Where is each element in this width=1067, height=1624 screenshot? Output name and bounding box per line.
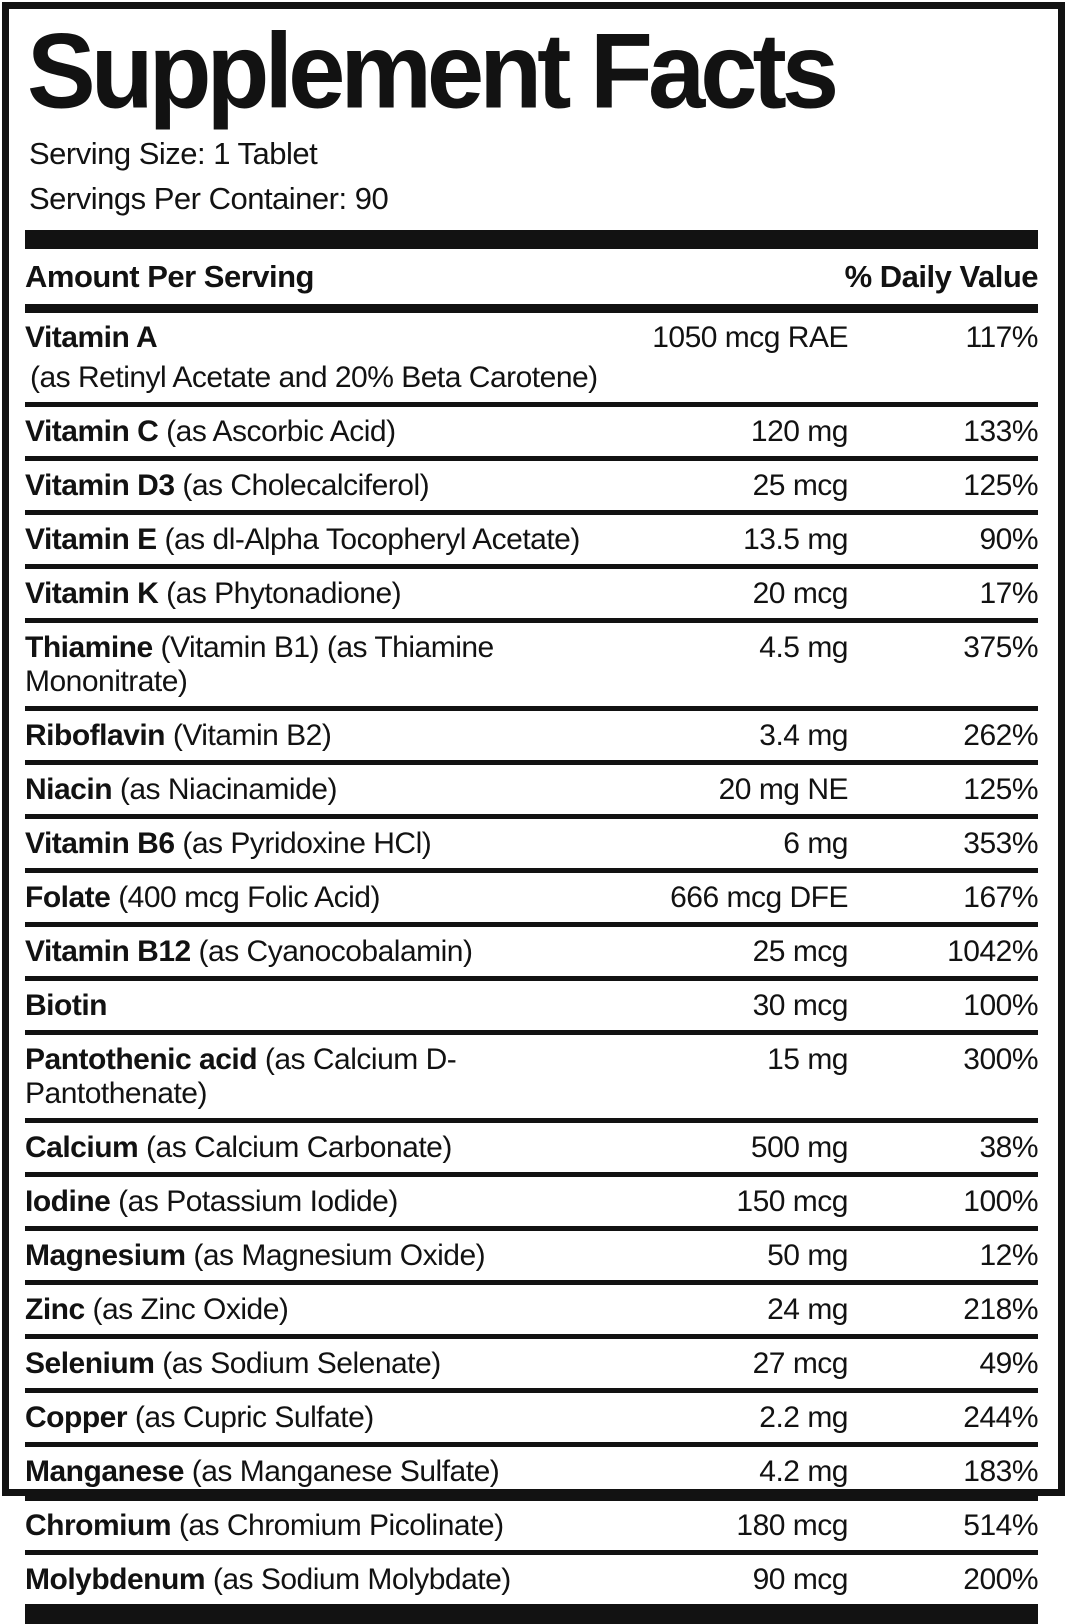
nutrient-source: (as Niacinamide) (112, 773, 337, 807)
serving-size: Serving Size: 1 Tablet (29, 136, 318, 172)
nutrient-amount: 500 mg (750, 1131, 848, 1165)
nutrient-amount: 50 mg (767, 1239, 848, 1273)
nutrient-amount: 90 mcg (752, 1563, 848, 1597)
nutrient-amount: 180 mcg (736, 1509, 848, 1543)
nutrient-name-cell (25, 1563, 613, 1597)
nutrient-daily-value: 200% (963, 1563, 1038, 1597)
nutrient-name-cell (25, 1043, 613, 1111)
nutrient-daily-value: 133% (963, 415, 1038, 449)
nutrient-row (25, 1231, 1038, 1285)
nutrient-daily-value: 183% (963, 1455, 1038, 1489)
nutrient-source: (Vitamin B1) (as Thiamine Mononitrate) (25, 631, 494, 699)
nutrient-row (25, 515, 1038, 569)
nutrient-daily-value: 375% (963, 631, 1038, 665)
nutrient-amount: 3.4 mg (759, 719, 848, 753)
nutrient-amount: 30 mcg (752, 989, 848, 1023)
nutrient-name: Copper (25, 1401, 127, 1435)
nutrient-name-cell (25, 1131, 613, 1165)
nutrient-row (25, 1555, 1038, 1604)
nutrient-amount: 27 mcg (752, 1347, 848, 1381)
nutrient-amount: 6 mg (783, 827, 848, 861)
nutrient-name: Niacin (25, 773, 113, 807)
nutrient-row (25, 623, 1038, 711)
nutrient-amount: 24 mg (767, 1293, 848, 1327)
column-header-row (25, 249, 1038, 304)
nutrient-name-cell (25, 719, 613, 753)
nutrient-source: (as dl-Alpha Tocopheryl Acetate) (156, 523, 580, 557)
nutrient-name-cell (25, 1347, 613, 1381)
nutrient-name: Iodine (25, 1185, 111, 1219)
nutrient-source: (as Calcium Carbonate) (138, 1131, 452, 1165)
nutrient-name-cell (25, 827, 613, 861)
nutrient-name-cell (25, 577, 613, 611)
nutrient-name: Vitamin E (25, 523, 157, 557)
nutrient-source: (as Zinc Oxide) (84, 1293, 289, 1327)
nutrient-daily-value: 514% (963, 1509, 1038, 1543)
nutrient-amount: 4.5 mg (759, 631, 848, 665)
nutrient-source: (as Ascorbic Acid) (158, 415, 396, 449)
nutrient-name: Magnesium (25, 1239, 186, 1273)
col-header-amount-per-serving: Amount Per Serving (25, 259, 314, 295)
nutrient-name-cell (25, 1509, 613, 1543)
nutrient-source: (400 mcg Folic Acid) (110, 881, 380, 915)
nutrient-name-cell (25, 415, 613, 449)
nutrient-row (25, 873, 1038, 927)
nutrient-daily-value: 12% (979, 1239, 1038, 1273)
nutrient-source: (as Calcium D-Pantothenate) (25, 1043, 457, 1111)
nutrient-source: (as Cupric Sulfate) (127, 1401, 374, 1435)
nutrient-name-cell (25, 1401, 613, 1435)
nutrient-source: (as Cyanocobalamin) (190, 935, 473, 969)
nutrient-name-cell (25, 1185, 613, 1219)
nutrient-name-cell (25, 935, 613, 969)
nutrient-name-cell (25, 321, 613, 395)
nutrient-row (25, 1285, 1038, 1339)
nutrient-amount: 4.2 mg (759, 1455, 848, 1489)
nutrient-row (25, 765, 1038, 819)
nutrient-daily-value: 300% (963, 1043, 1038, 1077)
nutrient-source: (as Pyridoxine HCl) (174, 827, 432, 861)
nutrient-name: Selenium (25, 1347, 155, 1381)
nutrient-name: Riboflavin (25, 719, 166, 753)
nutrient-name: Folate (25, 881, 111, 915)
nutrient-row (25, 1177, 1038, 1231)
nutrient-daily-value: 90% (979, 523, 1038, 557)
nutrient-source-line2: (as Retinyl Acetate and 20% Beta Carotene) (30, 361, 598, 395)
nutrient-table (25, 313, 1038, 1604)
nutrient-name: Vitamin B12 (25, 935, 191, 969)
nutrient-row (25, 407, 1038, 461)
nutrient-source: (as Manganese Sulfate) (183, 1455, 500, 1489)
nutrient-name-cell (25, 881, 613, 915)
nutrient-amount: 1050 mcg RAE (652, 321, 848, 355)
nutrient-name: Vitamin K (25, 577, 159, 611)
nutrient-daily-value: 125% (963, 773, 1038, 807)
supplement-facts-panel (2, 2, 1065, 1597)
nutrient-row (25, 1339, 1038, 1393)
nutrient-amount: 15 mg (767, 1043, 848, 1077)
nutrient-name: Zinc (25, 1293, 85, 1327)
nutrient-daily-value: 100% (963, 1185, 1038, 1219)
nutrient-daily-value: 262% (963, 719, 1038, 753)
nutrient-source: (Vitamin B2) (165, 719, 332, 753)
nutrient-name-cell (25, 1293, 613, 1327)
nutrient-source: (as Chromium Picolinate) (171, 1509, 504, 1543)
nutrient-name: Biotin (25, 989, 107, 1023)
nutrient-name: Manganese (25, 1455, 184, 1489)
nutrient-daily-value: 17% (979, 577, 1038, 611)
nutrient-amount: 13.5 mg (743, 523, 848, 557)
nutrient-name-cell (25, 631, 613, 699)
nutrient-amount: 2.2 mg (759, 1401, 848, 1435)
nutrient-amount: 20 mg NE (718, 773, 848, 807)
divider-thick-bottom (25, 1604, 1038, 1624)
nutrient-daily-value: 1042% (947, 935, 1038, 969)
nutrient-row (25, 927, 1038, 981)
nutrient-name-cell (25, 1239, 613, 1273)
servings-per-container: Servings Per Container: 90 (29, 181, 389, 217)
nutrient-amount: 25 mcg (752, 469, 848, 503)
nutrient-amount: 120 mg (750, 415, 848, 449)
nutrient-daily-value: 125% (963, 469, 1038, 503)
panel-title: Supplement Facts (27, 10, 835, 131)
nutrient-row (25, 1035, 1038, 1123)
nutrient-row (25, 313, 1038, 407)
nutrient-row (25, 569, 1038, 623)
nutrient-daily-value: 244% (963, 1401, 1038, 1435)
divider-thick-top (25, 230, 1038, 249)
nutrient-name-cell (25, 523, 613, 557)
nutrient-daily-value: 167% (963, 881, 1038, 915)
nutrient-name: Vitamin A (25, 321, 158, 355)
col-header-percent-daily-value: % Daily Value (844, 259, 1038, 295)
nutrient-row (25, 819, 1038, 873)
nutrient-name-cell (25, 989, 613, 1023)
nutrient-row (25, 711, 1038, 765)
nutrient-source: (as Magnesium Oxide) (185, 1239, 486, 1273)
nutrient-amount: 666 mcg DFE (670, 881, 848, 915)
nutrient-row (25, 1447, 1038, 1501)
nutrient-source: (as Phytonadione) (158, 577, 402, 611)
nutrient-name: Calcium (25, 1131, 139, 1165)
nutrient-name: Vitamin D3 (25, 469, 175, 503)
nutrient-row (25, 1501, 1038, 1555)
nutrient-source: (as Sodium Molybdate) (205, 1563, 511, 1597)
nutrient-name: Pantothenic acid (25, 1043, 258, 1077)
nutrient-row (25, 461, 1038, 515)
nutrient-source: (as Potassium Iodide) (110, 1185, 398, 1219)
nutrient-name: Molybdenum (25, 1563, 205, 1597)
nutrient-name-cell (25, 469, 613, 503)
divider-medium (25, 304, 1038, 313)
nutrient-source: (as Sodium Selenate) (154, 1347, 441, 1381)
nutrient-daily-value: 117% (965, 321, 1038, 355)
nutrient-name: Vitamin C (25, 415, 159, 449)
nutrient-name-cell (25, 1455, 613, 1489)
nutrient-daily-value: 100% (963, 989, 1038, 1023)
nutrient-row (25, 981, 1038, 1035)
nutrient-source: (as Cholecalciferol) (174, 469, 430, 503)
nutrient-row (25, 1123, 1038, 1177)
nutrient-daily-value: 218% (963, 1293, 1038, 1327)
nutrient-name-cell (25, 773, 613, 807)
nutrient-name: Vitamin B6 (25, 827, 175, 861)
nutrient-daily-value: 38% (979, 1131, 1038, 1165)
nutrient-amount: 25 mcg (752, 935, 848, 969)
nutrient-amount: 150 mcg (736, 1185, 848, 1219)
nutrient-amount: 20 mcg (752, 577, 848, 611)
nutrient-name: Thiamine (25, 631, 153, 665)
nutrient-name: Chromium (25, 1509, 171, 1543)
nutrient-daily-value: 353% (963, 827, 1038, 861)
nutrient-daily-value: 49% (979, 1347, 1038, 1381)
nutrient-row (25, 1393, 1038, 1447)
